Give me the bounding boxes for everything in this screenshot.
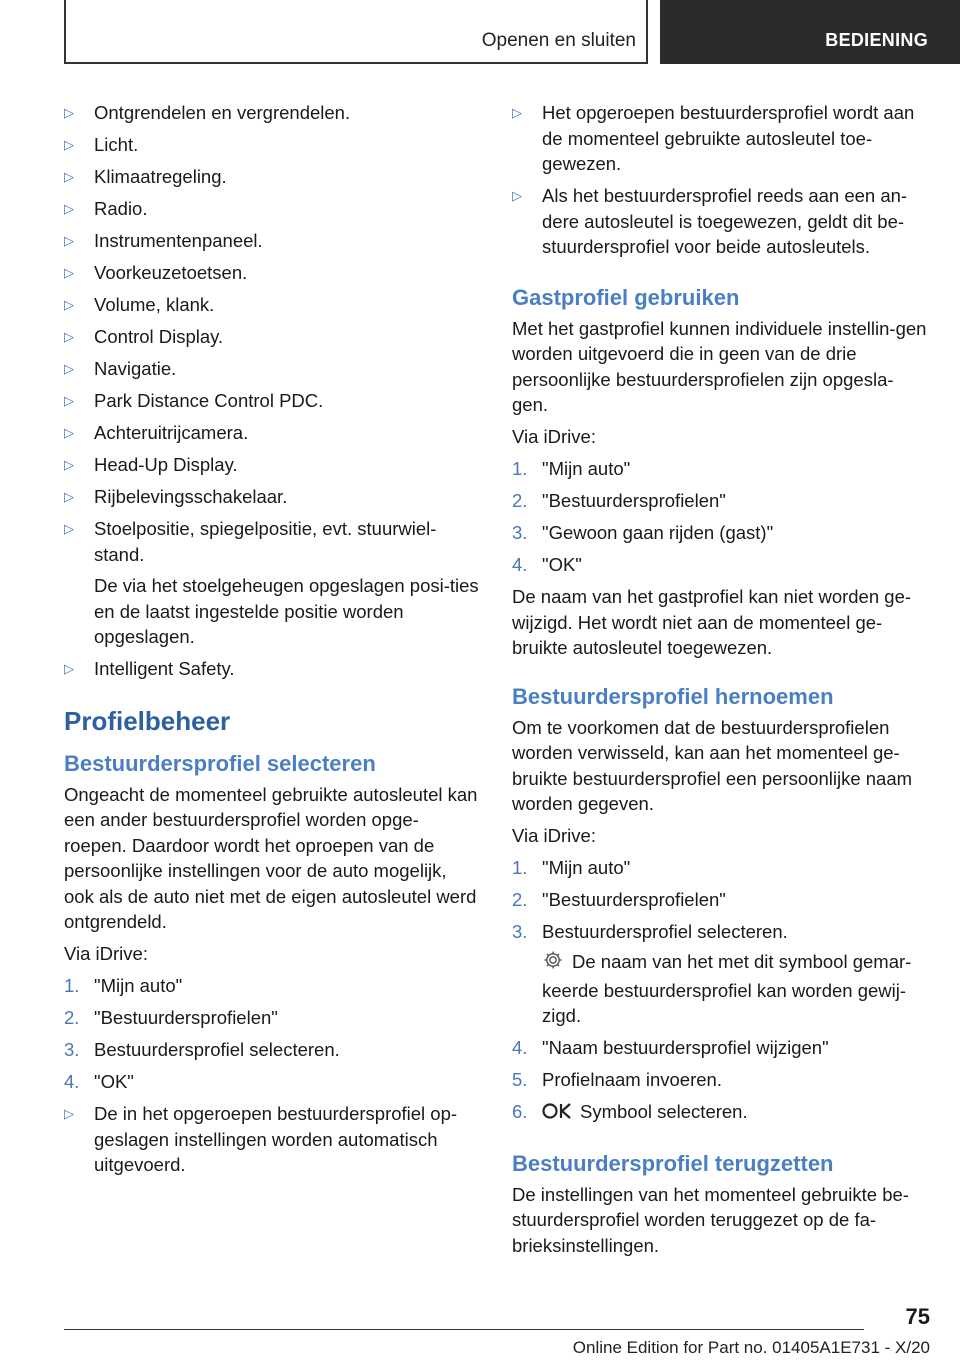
- list-item: [64, 452, 480, 478]
- page-number: 75: [905, 1304, 930, 1329]
- bullet-text: Voorkeuzetoetsen.: [94, 262, 248, 283]
- step-number: 4.: [512, 554, 528, 575]
- triangle-bullet-icon: ▷: [64, 233, 74, 248]
- step-text: "Mijn auto": [94, 975, 183, 996]
- triangle-bullet-icon: ▷: [64, 361, 74, 376]
- list-item: [64, 484, 480, 510]
- bullet-text: Intelligent Safety.: [94, 658, 235, 679]
- list-item: [64, 356, 480, 382]
- gear-icon: [542, 949, 564, 978]
- via-idrive-label: Via iDrive:: [64, 943, 148, 964]
- triangle-bullet-icon: ▷: [64, 521, 74, 536]
- step-text: Symbool selecteren.: [580, 1101, 748, 1122]
- list-item: [64, 228, 480, 254]
- list-item: [64, 1069, 480, 1095]
- assign-list: [512, 100, 928, 260]
- triangle-bullet-icon: ▷: [512, 105, 522, 120]
- triangle-bullet-icon: ▷: [512, 188, 522, 203]
- step-text: "Bestuurdersprofielen": [94, 1007, 278, 1028]
- triangle-bullet-icon: ▷: [64, 661, 74, 676]
- paragraph-select: Ongeacht de momenteel gebruikte autosleutel kan een ander bestuurdersprofiel worden opge-roepen. Daardoor wordt het oproepen van de persoonlijke instellingen voor de auto mogelijk, ook als de auto niet met de eigen autosleutel werd ontgrendeld.: [64, 783, 478, 932]
- step-number: 2.: [512, 889, 528, 910]
- bullet-text: Park Distance Control PDC.: [94, 390, 324, 411]
- triangle-bullet-icon: ▷: [64, 489, 74, 504]
- triangle-bullet-icon: ▷: [64, 393, 74, 408]
- list-item: [64, 973, 480, 999]
- triangle-bullet-icon: ▷: [64, 265, 74, 280]
- list-item: [512, 552, 928, 578]
- list-item: [512, 855, 928, 881]
- step-text: Bestuurdersprofiel selecteren.: [94, 1039, 340, 1060]
- step-number: 4.: [64, 1071, 80, 1092]
- triangle-bullet-icon: ▷: [64, 201, 74, 216]
- step-number: 2.: [64, 1007, 80, 1028]
- footer-edition: Online Edition for Part no. 01405A1E731 - X/20: [572, 1338, 930, 1357]
- step-number: 3.: [64, 1039, 80, 1060]
- step-number: 1.: [512, 458, 528, 479]
- bullet-text: Achteruitrijcamera.: [94, 422, 249, 443]
- step-number: 6.: [512, 1101, 528, 1122]
- list-item: [512, 100, 928, 177]
- bullet-text: De in het opgeroepen bestuurdersprofiel op-geslagen instellingen worden automatisch uitgevoerd.: [94, 1103, 458, 1175]
- feature-list: [64, 100, 480, 510]
- bullet-text: Als het bestuurdersprofiel reeds aan een an-dere autosleutel is toegewezen, geldt dit be-stuurdersprofiel voor beide autosleutels.: [542, 185, 908, 257]
- step-number: 3.: [512, 921, 528, 942]
- paragraph-guest: Met het gastprofiel kunnen individuele instellin-gen worden uitgevoerd die in geen van de drie persoonlijke bestuurdersprofielen zijn opgesla-gen.: [512, 317, 927, 415]
- heading-reset-profile: Bestuurdersprofiel terugzetten: [512, 1150, 834, 1176]
- step-number: 5.: [512, 1069, 528, 1090]
- list-item: [512, 919, 928, 945]
- list-item: [512, 488, 928, 514]
- bullet-text: Head-Up Display.: [94, 454, 238, 475]
- rename-steps: [512, 855, 928, 945]
- list-item: [64, 516, 480, 650]
- list-item: [512, 1067, 928, 1093]
- list-item: [512, 1099, 928, 1128]
- triangle-bullet-icon: ▷: [64, 105, 74, 120]
- left-column: [64, 100, 480, 1184]
- bullet-text: Radio.: [94, 198, 148, 219]
- paragraph-rename: Om te voorkomen dat de bestuurdersprofielen worden verwisseld, kan aan het momenteel ge-bruikte bestuurdersprofiel een persoonlijke naam worden gegeven.: [512, 716, 913, 814]
- list-item: [64, 420, 480, 446]
- bullet-text: Volume, klank.: [94, 294, 215, 315]
- list-item: [64, 260, 480, 286]
- triangle-bullet-icon: ▷: [64, 137, 74, 152]
- triangle-bullet-icon: ▷: [64, 169, 74, 184]
- section-tab: [660, 0, 960, 64]
- list-item: [64, 388, 480, 414]
- step-text: "OK": [94, 1071, 134, 1092]
- bullet-text: Klimaatregeling.: [94, 166, 227, 187]
- chapter-title: Openen en sluiten: [481, 30, 636, 51]
- list-item: [64, 132, 480, 158]
- triangle-bullet-icon: ▷: [64, 329, 74, 344]
- section-label: BEDIENING: [825, 30, 928, 50]
- step-text: "Bestuurdersprofielen": [542, 490, 726, 511]
- list-item: [64, 1101, 480, 1178]
- step-text: "Naam bestuurdersprofiel wijzigen": [542, 1037, 829, 1058]
- step-text: "Mijn auto": [542, 458, 631, 479]
- list-item: [64, 324, 480, 350]
- via-idrive-label: Via iDrive:: [512, 426, 596, 447]
- step-note-text: De naam van het met dit symbool gemar-keerde bestuurdersprofiel kan worden gewij-zigd.: [542, 951, 912, 1026]
- right-column: [512, 100, 928, 1265]
- list-item: [512, 456, 928, 482]
- list-item: [512, 520, 928, 546]
- step-number: 2.: [512, 490, 528, 511]
- step-number: 1.: [64, 975, 80, 996]
- step-number: 3.: [512, 522, 528, 543]
- list-item: [512, 1035, 928, 1061]
- triangle-bullet-icon: ▷: [64, 457, 74, 472]
- select-steps: [64, 973, 480, 1095]
- ok-icon: [542, 1101, 572, 1128]
- list-item: [64, 100, 480, 126]
- step-text: "Mijn auto": [542, 857, 631, 878]
- bullet-note: De via het stoelgeheugen opgeslagen posi-ties en de laatst ingestelde positie worden opgeslagen.: [94, 575, 479, 647]
- header-rule: [64, 62, 648, 64]
- rename-steps-continued: [512, 1035, 928, 1093]
- paragraph-guest-note: De naam van het gastprofiel kan niet worden ge-wijzigd. Het wordt niet aan de momenteel ge-bruikte autosleutel toegewezen.: [512, 586, 912, 658]
- list-item: [64, 292, 480, 318]
- step-text: "Gewoon gaan rijden (gast)": [542, 522, 774, 543]
- list-item: [64, 1005, 480, 1031]
- guest-steps: [512, 456, 928, 578]
- triangle-bullet-icon: ▷: [64, 1106, 74, 1121]
- triangle-bullet-icon: ▷: [64, 297, 74, 312]
- heading-select-profile: Bestuurdersprofiel selecteren: [64, 750, 376, 776]
- footer-rule: [64, 1329, 864, 1330]
- step-note: [512, 949, 928, 1029]
- heading-profile-management: Profielbeheer: [64, 705, 231, 736]
- bullet-text: Navigatie.: [94, 358, 177, 379]
- bullet-text: Control Display.: [94, 326, 224, 347]
- via-idrive-label: Via iDrive:: [512, 825, 596, 846]
- list-item: [64, 1037, 480, 1063]
- list-item: [512, 887, 928, 913]
- bullet-text: Licht.: [94, 134, 139, 155]
- heading-guest-profile: Gastprofiel gebruiken: [512, 284, 740, 310]
- step-number: 4.: [512, 1037, 528, 1058]
- step-text: Profielnaam invoeren.: [542, 1069, 722, 1090]
- heading-rename-profile: Bestuurdersprofiel hernoemen: [512, 683, 834, 709]
- paragraph-reset: De instellingen van het momenteel gebruikte be-stuurdersprofiel worden teruggezet op de fa-brieksinstellingen.: [512, 1183, 909, 1256]
- step-text: Bestuurdersprofiel selecteren.: [542, 921, 788, 942]
- step-text: "Bestuurdersprofielen": [542, 889, 726, 910]
- list-item: [64, 164, 480, 190]
- bullet-text: Instrumentenpaneel.: [94, 230, 263, 251]
- bullet-text: Ontgrendelen en vergrendelen.: [94, 102, 351, 123]
- step-text: "OK": [542, 554, 582, 575]
- list-item: [64, 656, 480, 682]
- step-number: 1.: [512, 857, 528, 878]
- list-item: [64, 196, 480, 222]
- bullet-text: Stoelpositie, spiegelpositie, evt. stuurwiel-stand.: [94, 518, 437, 565]
- bullet-text: Rijbelevingsschakelaar.: [94, 486, 288, 507]
- triangle-bullet-icon: ▷: [64, 425, 74, 440]
- list-item: [512, 183, 928, 260]
- bullet-text: Het opgeroepen bestuurdersprofiel wordt aan de momenteel gebruikte autosleutel toe-gewezen.: [542, 102, 915, 174]
